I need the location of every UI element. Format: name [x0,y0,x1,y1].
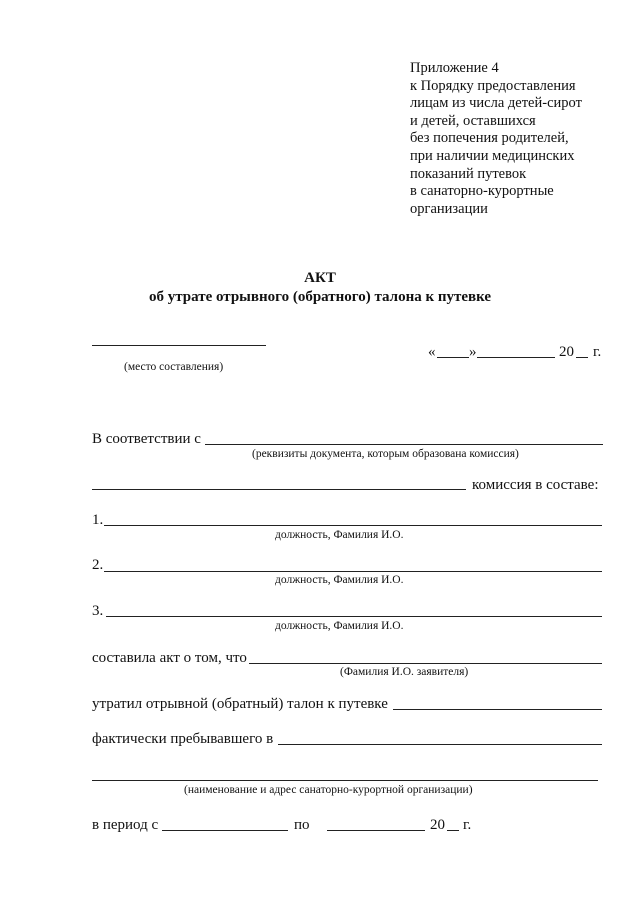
applicant-field[interactable] [249,663,602,664]
document-title: АКТ [304,270,336,286]
statement-label: составила акт о том, что [92,650,247,666]
period-year-field[interactable] [447,830,459,831]
date-month-field[interactable] [477,357,555,358]
organization-field[interactable] [92,780,598,781]
lost-coupon-field[interactable] [393,709,602,710]
period-from-label: в период с [92,817,159,833]
organization-caption: (наименование и адрес санаторно-курортной организации) [184,784,473,796]
commission-field[interactable] [92,489,466,490]
date-close-quote: » [469,344,477,360]
appendix-line: к Порядку предоставления [410,77,576,94]
appendix-line: в санаторно-курортные [410,183,554,200]
date-year-suffix: г. [593,344,602,360]
appendix-line: организации [410,200,488,217]
appendix-line: и детей, оставшихся [410,112,536,129]
member-3-number: 3. [92,603,104,619]
member-3-field[interactable] [106,616,602,617]
basis-field[interactable] [205,444,603,445]
stay-field[interactable] [278,744,602,745]
appendix-note [410,60,582,218]
date-year-field[interactable] [576,357,588,358]
applicant-caption: (Фамилия И.О. заявителя) [340,666,469,678]
period-from-field[interactable] [162,830,288,831]
appendix-line: при наличии медицинских [410,147,575,164]
appendix-line: без попечения родителей, [410,130,569,147]
date-open-quote: « [428,344,436,360]
date-year-prefix: 20 [559,344,574,360]
period-year-suffix: г. [463,817,472,833]
basis-caption: (реквизиты документа, которым образована комиссия) [252,448,519,460]
member-1-caption: должность, Фамилия И.О. [275,529,404,541]
member-1-field[interactable] [104,525,602,526]
member-2-field[interactable] [104,571,602,572]
date-day-field[interactable] [437,357,469,358]
lost-coupon-label: утратил отрывной (обратный) талон к путевке [92,696,388,712]
commission-label: комиссия в составе: [472,477,599,493]
stay-label: фактически пребывавшего в [92,731,274,747]
document-subtitle: об утрате отрывного (обратного) талона к путевке [148,289,492,305]
appendix-line: Приложение 4 [410,60,499,76]
basis-label: В соответствии с [92,431,201,447]
member-1-number: 1. [92,512,104,528]
appendix-line: показаний путевок [410,165,527,182]
place-field[interactable] [92,345,266,346]
place-caption: (место составления) [124,361,224,373]
appendix-line: лицам из числа детей-сирот [410,95,582,112]
period-to-field[interactable] [327,830,425,831]
member-2-caption: должность, Фамилия И.О. [275,574,404,586]
member-3-caption: должность, Фамилия И.О. [275,620,404,632]
member-2-number: 2. [92,557,104,573]
period-to-label: по [294,817,310,833]
period-year-prefix: 20 [430,817,445,833]
